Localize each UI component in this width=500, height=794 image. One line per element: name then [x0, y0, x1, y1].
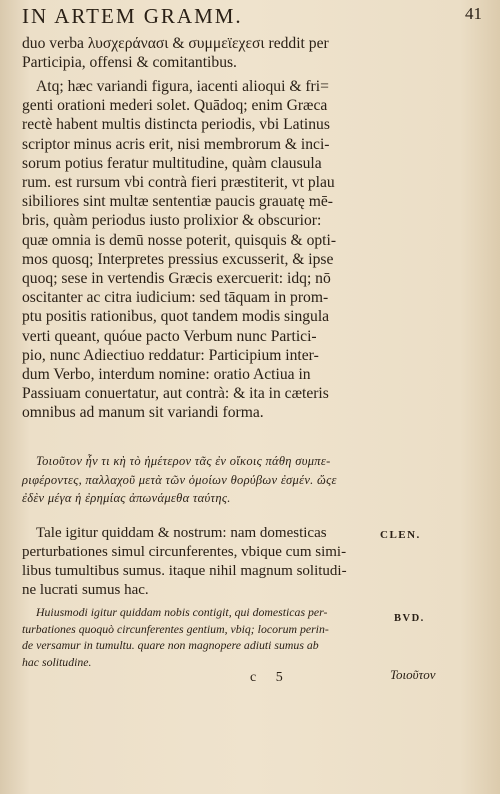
text-line: bris, quàm periodus iusto prolixior & obscurior:	[22, 212, 322, 230]
text-line: ptu positis rationibus, quot tandem modis singula	[22, 308, 330, 326]
text-line: Tale igitur quiddam & nostrum: nam domesticas	[36, 525, 327, 541]
text-line: Passiuam conuertatur, aut contrà: & ita in cæteris	[22, 385, 329, 403]
greek-line: Τοιοῦτον ἦν τι κὴ τὸ ἡμέτερον τᾶς ἐν οἴκοις πάθη συμπε-	[36, 454, 331, 468]
running-header	[22, 4, 482, 30]
paragraph-1	[22, 34, 412, 72]
italic-line: turbationes quoquò circunferentes gentium, vbiq; locorum perin-	[22, 621, 329, 636]
text-line: oscitanter ac citra iudicium: sed tāquam in prom-	[22, 289, 329, 307]
text-line: libus tumultibus sumus. itaque nihil magnum solitudi-	[22, 563, 347, 579]
text-line: genti orationi mederi solet. Quādoq; enim Græca	[22, 97, 328, 115]
margin-note-bud: BVD.	[394, 613, 425, 624]
text-line: sibiliores sint multæ sententiæ paucis grauatę mē-	[22, 193, 333, 211]
text-line: dum Verbo, interdum nomine: oratio Actiua in	[22, 366, 311, 384]
italic-line: de versamur in tumultu. quare non magnopere adiuti sumus ab	[22, 638, 319, 652]
catchword: Τοιοῦτον	[390, 667, 436, 682]
text-line: sorum potius feratur multitudine, quàm clausula	[22, 154, 322, 172]
signature-mark: c 5	[250, 670, 291, 685]
text-line: scriptor minus acris erit, nisi membrorum & inci-	[22, 135, 330, 153]
text-line: perturbationes simul circunferentes, vbique cum simi-	[22, 544, 347, 560]
greek-line: ριφέροντες, παλλαχοῦ μετὰ τῶν ὁμοίων θορύβων ἐσμέν. ὥςε	[22, 472, 337, 487]
running-title: IN ARTEM GRAMM.	[22, 4, 243, 28]
greek-quotation	[22, 452, 422, 508]
text-line: ne lucrati sumus hac.	[22, 582, 149, 598]
text-line: rum. est rursum vbi contrà fieri præstiterit, vt plau	[22, 174, 335, 192]
italic-line: hac solitudine.	[22, 654, 92, 669]
text-line: duo verba λυσχεράνασι & συμμεϊεχεσι reddit per	[22, 35, 329, 52]
paragraph-2	[22, 77, 412, 423]
text-line: mos quosq; Interpretes pressius excusserit, & ipse	[22, 250, 334, 268]
text-line: verti queant, quóue pacto Verbum nunc Partici-	[22, 327, 317, 345]
text-line: quæ omnia is demū nosse poterit, quisquis & opti-	[22, 231, 337, 249]
text-line: rectè habent multis distincta periodis, vbi Latinus	[22, 116, 330, 134]
greek-line: ἐδὲν μέγα ἡ ἐρημίας ἀπωνάμεθα ταύτης.	[22, 491, 231, 505]
page-number: 41	[465, 4, 482, 23]
text-line: quoq; sese in vertendis Græcis exercuerit: idq; nō	[22, 270, 331, 288]
margin-note-clen: CLEN.	[380, 529, 421, 541]
text-line: pio, nunc Adiectiuo reddatur: Participium inter-	[22, 346, 319, 364]
italic-line: Huiusmodi igitur quiddam nobis contigit, qui domesticas per-	[36, 605, 328, 619]
italic-translation-paragraph	[22, 604, 392, 670]
text-line: omnibus ad manum sit variandi forma.	[22, 404, 264, 422]
text-line: Participia, offensi & comitantibus.	[22, 54, 237, 72]
text-line: Atq; hæc variandi figura, iacenti alioqui & fri=	[36, 78, 329, 95]
paragraph-3	[22, 524, 372, 600]
